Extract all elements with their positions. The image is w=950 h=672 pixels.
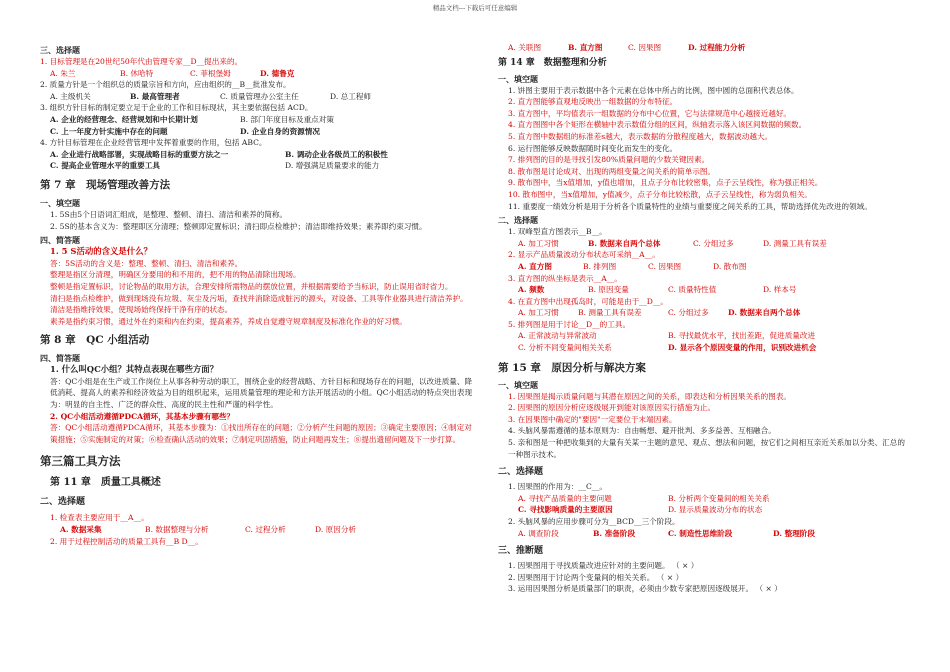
- answer: 清扫是指点检维护，做到现场没有垃圾、灰尘及污垢，查找并消除造成脏污的源头，对设备、工具等作业器具进行清洁养护。: [50, 293, 468, 303]
- judge-item: [498, 560, 910, 572]
- fill-item: 2. 直方图能够直观地反映出一组数据的分布特征。: [508, 97, 678, 107]
- option-correct: B. 调动企业各级员工的积极性: [285, 149, 388, 159]
- option: D. 总工程师: [330, 91, 372, 101]
- section-title: 三、推断题: [498, 546, 544, 557]
- option: C. 分组过多: [693, 238, 734, 248]
- options: [40, 68, 476, 80]
- judge-mark: （ × ）: [656, 572, 684, 582]
- option: C. 质量管理办公室主任: [220, 91, 299, 101]
- fill-item: 3. 直方图中，平均值表示一组数据的分布中心位置，它与法律规范中心越接近越好。: [508, 108, 792, 118]
- options: [498, 284, 910, 296]
- fill-item: 11. 重要度一绩效分析是用于分析各个质量特性的业绩与重要度之间关系的工具，帮助选择优先改进的领域。: [508, 201, 872, 211]
- option-correct: A. 直方图: [518, 261, 552, 271]
- options: [40, 91, 476, 103]
- option: A. 主级机关: [50, 91, 91, 101]
- option: C. 质量特性值: [668, 285, 717, 295]
- section-title: 二、选择题: [498, 467, 544, 478]
- option: D. 样本号: [763, 285, 797, 295]
- option-correct: A. 数据采集: [60, 525, 102, 535]
- fill-item: 5. 直方图中数据组的标准差s越大，表示数据的分散程度越大，数据波动越大。: [508, 131, 773, 141]
- section-title: 四、简答题: [40, 353, 80, 364]
- right-column: [498, 42, 910, 595]
- fill-item: 7. 排列图的目的是寻找引发80%质量问题的少数关键因素。: [508, 155, 710, 165]
- options: [498, 307, 910, 319]
- option: B. 部门年度目标及重点对策: [240, 114, 334, 124]
- option: B. 排列图: [583, 261, 617, 271]
- option-correct: B. 准备阶段: [593, 528, 636, 538]
- option-correct: D. 整理阶段: [773, 528, 815, 538]
- option: D. 原因分析: [315, 525, 357, 535]
- judge-item: [498, 572, 910, 584]
- fill-item: 1. 5S由5个日语词汇组成，是整理、整顿、清扫、清洁和素养的简称。: [50, 209, 288, 219]
- answer: 答：QC小组活动遵循PDCA循环，其基本步骤为：①找出所存在的问题；②分析产生问题的原因；③确定主要原因；④制定对策措施；⑤实施制定的对策；⑥检查确认活动的效果；⑦制定巩固措施，防止问题再发生；⑧提出遗留问题及下一步打算。: [50, 423, 472, 444]
- question: 3. 直方图的纵坐标是表示__A__。: [508, 273, 622, 283]
- left-column: [40, 42, 476, 547]
- option-correct: B. 最高管理者: [130, 91, 180, 101]
- question: 4. 在直方图中出现孤岛时，可能是由于__D__。: [508, 296, 669, 306]
- answer: 清洁是指维持效果，使现场始终保持干净有序的状态。: [50, 305, 233, 315]
- option: A. 加工习惯: [518, 238, 559, 248]
- page-header: 精品文档---下载后可任意编辑: [432, 4, 518, 12]
- option-correct: C. 寻找影响质量的主要原因: [518, 505, 613, 515]
- judge-text: 3. 运用因果图分析是质量部门的职责，必须由少数专家把原因逐级展开。: [508, 584, 754, 594]
- answer: 答：QC小组是在生产或工作岗位上从事各种劳动的职工，围绕企业的经营战略、方针目标和现场存在的问题，以改进质量、降低消耗、提高人的素养和经济效益为目的组织起来，运用质量管理的理论和方法开展活动的小组。QC小组活动的特点突出表现为：明显的自主性、广泛的群众性、高度的民主性和严谨的科学性。: [50, 376, 473, 410]
- option: B. 分析两个变量间的相关关系: [668, 493, 770, 503]
- options: [40, 160, 476, 172]
- option: A. 关联图: [508, 43, 542, 52]
- question: 4. 方针目标管理在企业经营管理中发挥着重要的作用，包括 ABC。: [40, 138, 267, 148]
- option-correct: D. 过程能力分析: [688, 43, 746, 52]
- question: 1. 什么叫QC小组？其特点表现在哪些方面？: [50, 364, 218, 375]
- fill-item: 6. 运行图能够反映数据随时间变化而发生的变化。: [508, 143, 678, 153]
- option-correct: D. 数据来自两个总体: [728, 308, 801, 318]
- options: [498, 493, 910, 505]
- fill-item: 1. 饼图主要用于表示数据中各个元素在总体中所占的比例，图中圆的总面积代表总体。: [508, 85, 799, 95]
- chapter-title: 第 15 章 原因分析与解决方案: [498, 361, 646, 374]
- option: A. 寻找产品质量的主要问题: [518, 493, 612, 503]
- option-correct: A. 频数: [518, 285, 545, 295]
- chapter-title: 第 8 章 QC 小组活动: [40, 334, 150, 347]
- section-title: 二、选择题: [40, 497, 86, 508]
- chapter-title: 第 14 章 数据整理和分析: [498, 57, 607, 68]
- section-title: 四、简答题: [40, 235, 80, 246]
- options: [498, 342, 910, 354]
- fill-item: 1. 因果图是揭示质量问题与其潜在原因之间的关系，即表达和分析因果关系的图表。: [508, 391, 792, 401]
- option: C. 分析不同变量间相关关系: [518, 343, 612, 353]
- options: [40, 524, 476, 536]
- option: A. 正常波动与异常波动: [518, 331, 597, 341]
- section-title: 一、填空题: [498, 379, 538, 390]
- fill-item: 3. 在因果图中确定的"要因"一定要位于末端因素。: [508, 414, 677, 424]
- option: C. 过程分析: [245, 525, 286, 535]
- option-correct: D. 德鲁克: [260, 68, 295, 78]
- answer: 整顿是指定置标识，讨论物品的取用方法，合理安排所需物品的摆放位置，并根据需要给予当标识，防止误用省时省力。: [50, 281, 453, 291]
- question: 2. 显示产品质量波动分布状态可采纳__A__。: [508, 250, 660, 260]
- option-correct: A. 企业的经营理念、经营规划和中长期计划: [50, 114, 198, 124]
- option: C. 因果图: [648, 261, 682, 271]
- answer: 素养是指约束习惯，通过外在约束和内在约束，提高素养，养成自觉遵守规章制度及标准化作业的好习惯。: [50, 316, 407, 326]
- option: D. 散布图: [713, 261, 747, 271]
- option: B. 寻找最优水平，找出差距，促进质量改进: [668, 331, 816, 341]
- fill-item: 8. 散布图是讨论成对、出现的两组变量之间关系的简单示图。: [508, 166, 716, 176]
- option: D. 增强满足质量要求的能力: [285, 161, 380, 171]
- section-title: 一、填空题: [40, 197, 80, 208]
- option-correct: C. 上一年度方针实施中存在的问题: [50, 126, 168, 136]
- options: [498, 261, 910, 273]
- options: [498, 238, 910, 250]
- section-title: 一、填空题: [498, 73, 538, 84]
- options: [40, 126, 476, 138]
- judge-text: 1. 因果图用于寻找质量改进应针对的主要问题。: [508, 561, 670, 571]
- question: 1. 目标管理是在20世纪50年代由管理专家__D__提出来的。: [40, 57, 243, 66]
- option: A. 朱兰: [50, 68, 76, 78]
- option-correct: A. 企业进行战略部署，实现战略目标的重要方法之一: [50, 149, 229, 159]
- question: 2. 头脑风暴的应用步骤可分为__BCD__三个阶段。: [508, 517, 680, 526]
- option: C. 因果图: [628, 43, 662, 52]
- fill-item: 2. 因果图的原因分析应逐级展开到能对该原因实行措施为止。: [508, 403, 716, 413]
- option-correct: B. 直方图: [568, 43, 603, 52]
- option-correct: B. 数据来自两个总体: [588, 238, 661, 248]
- options: [498, 528, 910, 540]
- options: [498, 42, 910, 54]
- option: A. 调查阶段: [518, 528, 559, 538]
- judge-text: 2. 因果图用于讨论两个变量间的相关关系。: [508, 572, 655, 582]
- option: B. 原因变量: [588, 285, 629, 295]
- options: [40, 149, 476, 161]
- fill-item: 2. 5S的基本含义为：整理即区分清理；整顿即定置标识；清扫即点检维护；清洁即维持效果；素养即约束习惯。: [50, 221, 427, 231]
- option: B. 测量工具有误差: [578, 308, 642, 318]
- fill-item: 9. 散布图中，当x值增加，y值也增加，且点子分布比较密集，点子云呈线性，称为强正相关。: [508, 178, 823, 188]
- question: 3. 组织方针目标的制定要立足于企业的工作和目标现状，其主要依据包括 ACD。: [40, 103, 313, 113]
- judge-mark: （ × ）: [755, 584, 782, 594]
- chapter-title: 第 7 章 现场管理改善方法: [40, 178, 171, 191]
- fill-item: 10. 散布图中，当x值增加，y值减少，点子分布比较松散，点子云呈线性，称为弱负相关。: [508, 189, 813, 199]
- question: 2. 质量方针是一个组织总的质量宗旨和方向，应由组织的__B__批准发布。: [40, 80, 291, 90]
- question: 1. 5 S活动的含义是什么？: [50, 246, 152, 257]
- fill-item: 4. 头脑风暴需遵循的基本原则为：自由畅想、避开批判、多多益善、互相融合。: [508, 426, 776, 436]
- question: 2. 用于过程控制活动的质量工具有__B D__。: [50, 536, 203, 546]
- option: A. 加工习惯: [518, 308, 559, 318]
- section-title: 二、选择题: [498, 215, 538, 226]
- answer: 整理是指区分清理，明确区分要用的和不用的，把不用的物品清除出现场。: [50, 270, 301, 280]
- option-correct: D. 企业自身的资源情况: [240, 126, 320, 136]
- option: C. 分组过多: [668, 308, 709, 318]
- fill-item: 5. 亲和图是一种把收集到的大量有关某一主题的意见、观点、想法和问题，按它们之间相互亲近关系加以分类、汇总的一种图示技术。: [508, 438, 905, 459]
- options: [498, 330, 910, 342]
- question: 1. 双峰型直方图表示__B__。: [508, 227, 607, 237]
- options: [498, 504, 910, 516]
- option-correct: D. 显示各个原因变量的作用，识别改进机会: [668, 343, 817, 353]
- judge-mark: （ × ）: [671, 561, 699, 571]
- question: 1. 检查表主要应用于__A__。: [50, 513, 149, 523]
- chapter-title: 第 11 章 质量工具概述: [50, 477, 161, 489]
- option: C. 菲根堡姆: [190, 68, 231, 78]
- options: [40, 114, 476, 126]
- option: B. 数据整理与分析: [145, 525, 209, 535]
- option: D. 显示质量波动分布的状态: [668, 505, 763, 515]
- option: D. 测量工具有误差: [763, 238, 827, 248]
- option-correct: C. 提高企业管理水平的重要工具: [50, 161, 160, 171]
- part-title: 第三篇工具方法: [40, 454, 121, 469]
- fill-item: 4. 直方图图中各个矩形在横轴中表示数值分组的区间，纵轴表示落入该区间数据的频数。: [508, 120, 807, 130]
- option-correct: C. 制造性思维阶段: [668, 528, 733, 538]
- question: 2. QC小组活动遵循PDCA循环，其基本步骤有哪些？: [50, 411, 235, 421]
- answer: 答：5S活动的含义是：整理、整顿、清扫、清洁和素养。: [50, 258, 243, 268]
- question: 5. 排列图是用于讨论__D__的工具。: [508, 319, 631, 329]
- question: 1. 因果图的作用为：__C__。: [508, 482, 607, 492]
- section-title: 三、选择题: [40, 45, 80, 55]
- judge-item: [498, 583, 910, 595]
- option: B. 休哈特: [120, 68, 154, 78]
